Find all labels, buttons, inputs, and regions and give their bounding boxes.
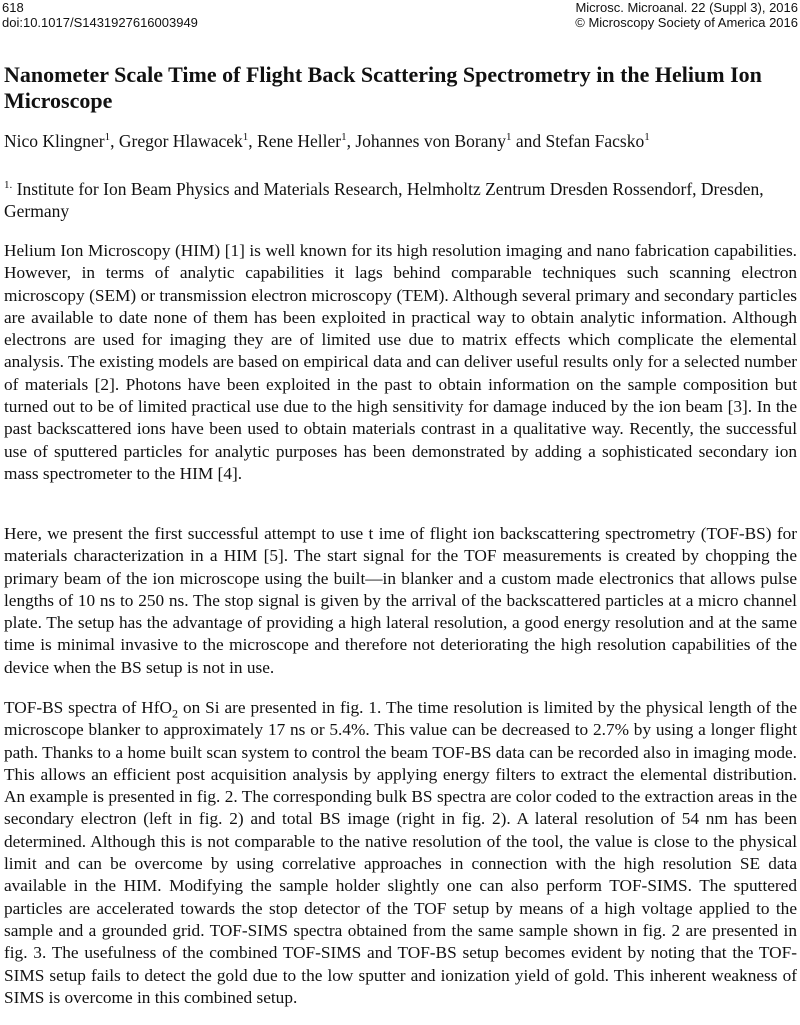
author-list: Nico Klingner$^1$, Gregor Hlawacek$^1$, Rene Heller$^1$, Johannes von Borany$^1$ and Stefan Facsko$^1$ [4, 131, 650, 151]
journal-citation: Microsc. Microanal. 22 (Suppl 3), 2016 [575, 0, 798, 15]
paper-title: Nanometer Scale Time of Flight Back Scattering Spectrometry in the Helium Ion Microscope [4, 62, 762, 113]
author: Stefan Facsko [545, 131, 645, 151]
author: Nico Klingner [4, 131, 105, 151]
doi-link[interactable]: doi:10.1017/S1431927616003949 [2, 15, 198, 30]
body-paragraph-2: Here, we present the first successful attempt to use t ime of flight ion backscattering spectrometry (TOF-BS) for materials characterization in a HIM [5]. The start signal for the TOF measurements is created by chopping the primary beam of the ion microscope using the built—in blanker and a custom made electronics that allows pulse lengths of 10 ns to 250 ns. The stop signal is given by the arrival of the backscattered particles at a micro channel plate. The setup has the advantage of providing a high lateral resolution, a good energy resolution and at the same time is minimal invasive to the microscope and therefore not deteriorating the high resolution capabilities of the device when the BS setup is not in use. [4, 524, 797, 677]
body-paragraph-3: TOF-BS spectra of HfO$_2$ on Si are presented in fig. 1. The time resolution is limited by the physical length of the microscope blanker to approximately 17 ns or 5.4%. This value can be decreased to 2.7% by using a longer flight path. Thanks to a home built scan system to control the beam TOF-BS data can be recorded also in imaging mode. This allows an efficient post acquisition analysis by applying energy filters to extract the elemental distribution. An example is presented in fig. 2. The corresponding bulk BS spectra are color coded to the extraction areas in the secondary electron (left in fig. 2) and total BS image (right in fig. 2). A lateral resolution of 54 nm has been determined. Although this is not comparable to the native resolution of the tool, the value is close to the physical limit and can be overcome by using correlative approaches in connection with the high resolution SE data available in the HIM. Modifying the sample holder slightly one can also perform TOF-SIMS. The sputtered particles are accelerated towards the stop detector of the TOF setup by means of a high voltage applied to the sample and a grounded grid. TOF-SIMS spectra obtained from the same sample shown in fig. 2 are presented in fig. 3. The usefulness of the combined TOF-SIMS and TOF-BS setup becomes evident by noting that the TOF-SIMS setup fails to detect the gold due to the low sputter and ionization yield of gold. This inherent weakness of SIMS is overcome in this combined setup. [4, 698, 798, 1007]
affiliation [4, 178, 794, 222]
chemical-subscript: 2 [172, 706, 179, 721]
author-affiliation-marker: 1 [341, 131, 347, 144]
author-affiliation-marker: 1 [506, 131, 512, 144]
author-affiliation-marker: 1 [644, 131, 650, 144]
author: Johannes von Borany [355, 131, 507, 151]
author-affiliation-marker: 1 [242, 131, 249, 144]
body-paragraph-1: Helium Ion Microscopy (HIM) [1] is well known for its high resolution imaging and nano fabrication capabilities. However, in terms of analytic capabilities it lags behind comparable techniques such scanning electron microscopy (SEM) or transmission electron microscopy (TEM). Although several primary and secondary particles are available to date none of them has been exploited in practical way to obtain analytic information. Although electrons are used for imaging they are of limited use due to matrix effects which complicate the elemental analysis. The existing models are based on empirical data and can deliver useful results only for a selected number of materials [2]. Photons have been exploited in the past to obtain information on the sample composition but turned out to be of limited practical use due to the high sensitivity for damage induced by the ion beam [3]. In the past backscattered ions have been used to obtain materials contrast in a qualitative way. Recently, the successful use of sputtered particles for analytic purposes has been demonstrated by adding a sophisticated secondary ion mass spectrometer to the HIM [4]. [4, 241, 797, 483]
copyright-notice: © Microscopy Society of America 2016 [575, 15, 798, 30]
author-affiliation-marker: 1 [104, 131, 111, 144]
affiliation-text: Institute for Ion Beam Physics and Materials Research, Helmholtz Zentrum Dresden Rossendorf, Dresden, Germany [4, 179, 764, 221]
author: Rene Heller [257, 131, 342, 151]
affiliation-marker: 1. [4, 179, 13, 192]
author: Gregor Hlawacek [118, 131, 243, 151]
page-number: 618 [2, 0, 24, 15]
